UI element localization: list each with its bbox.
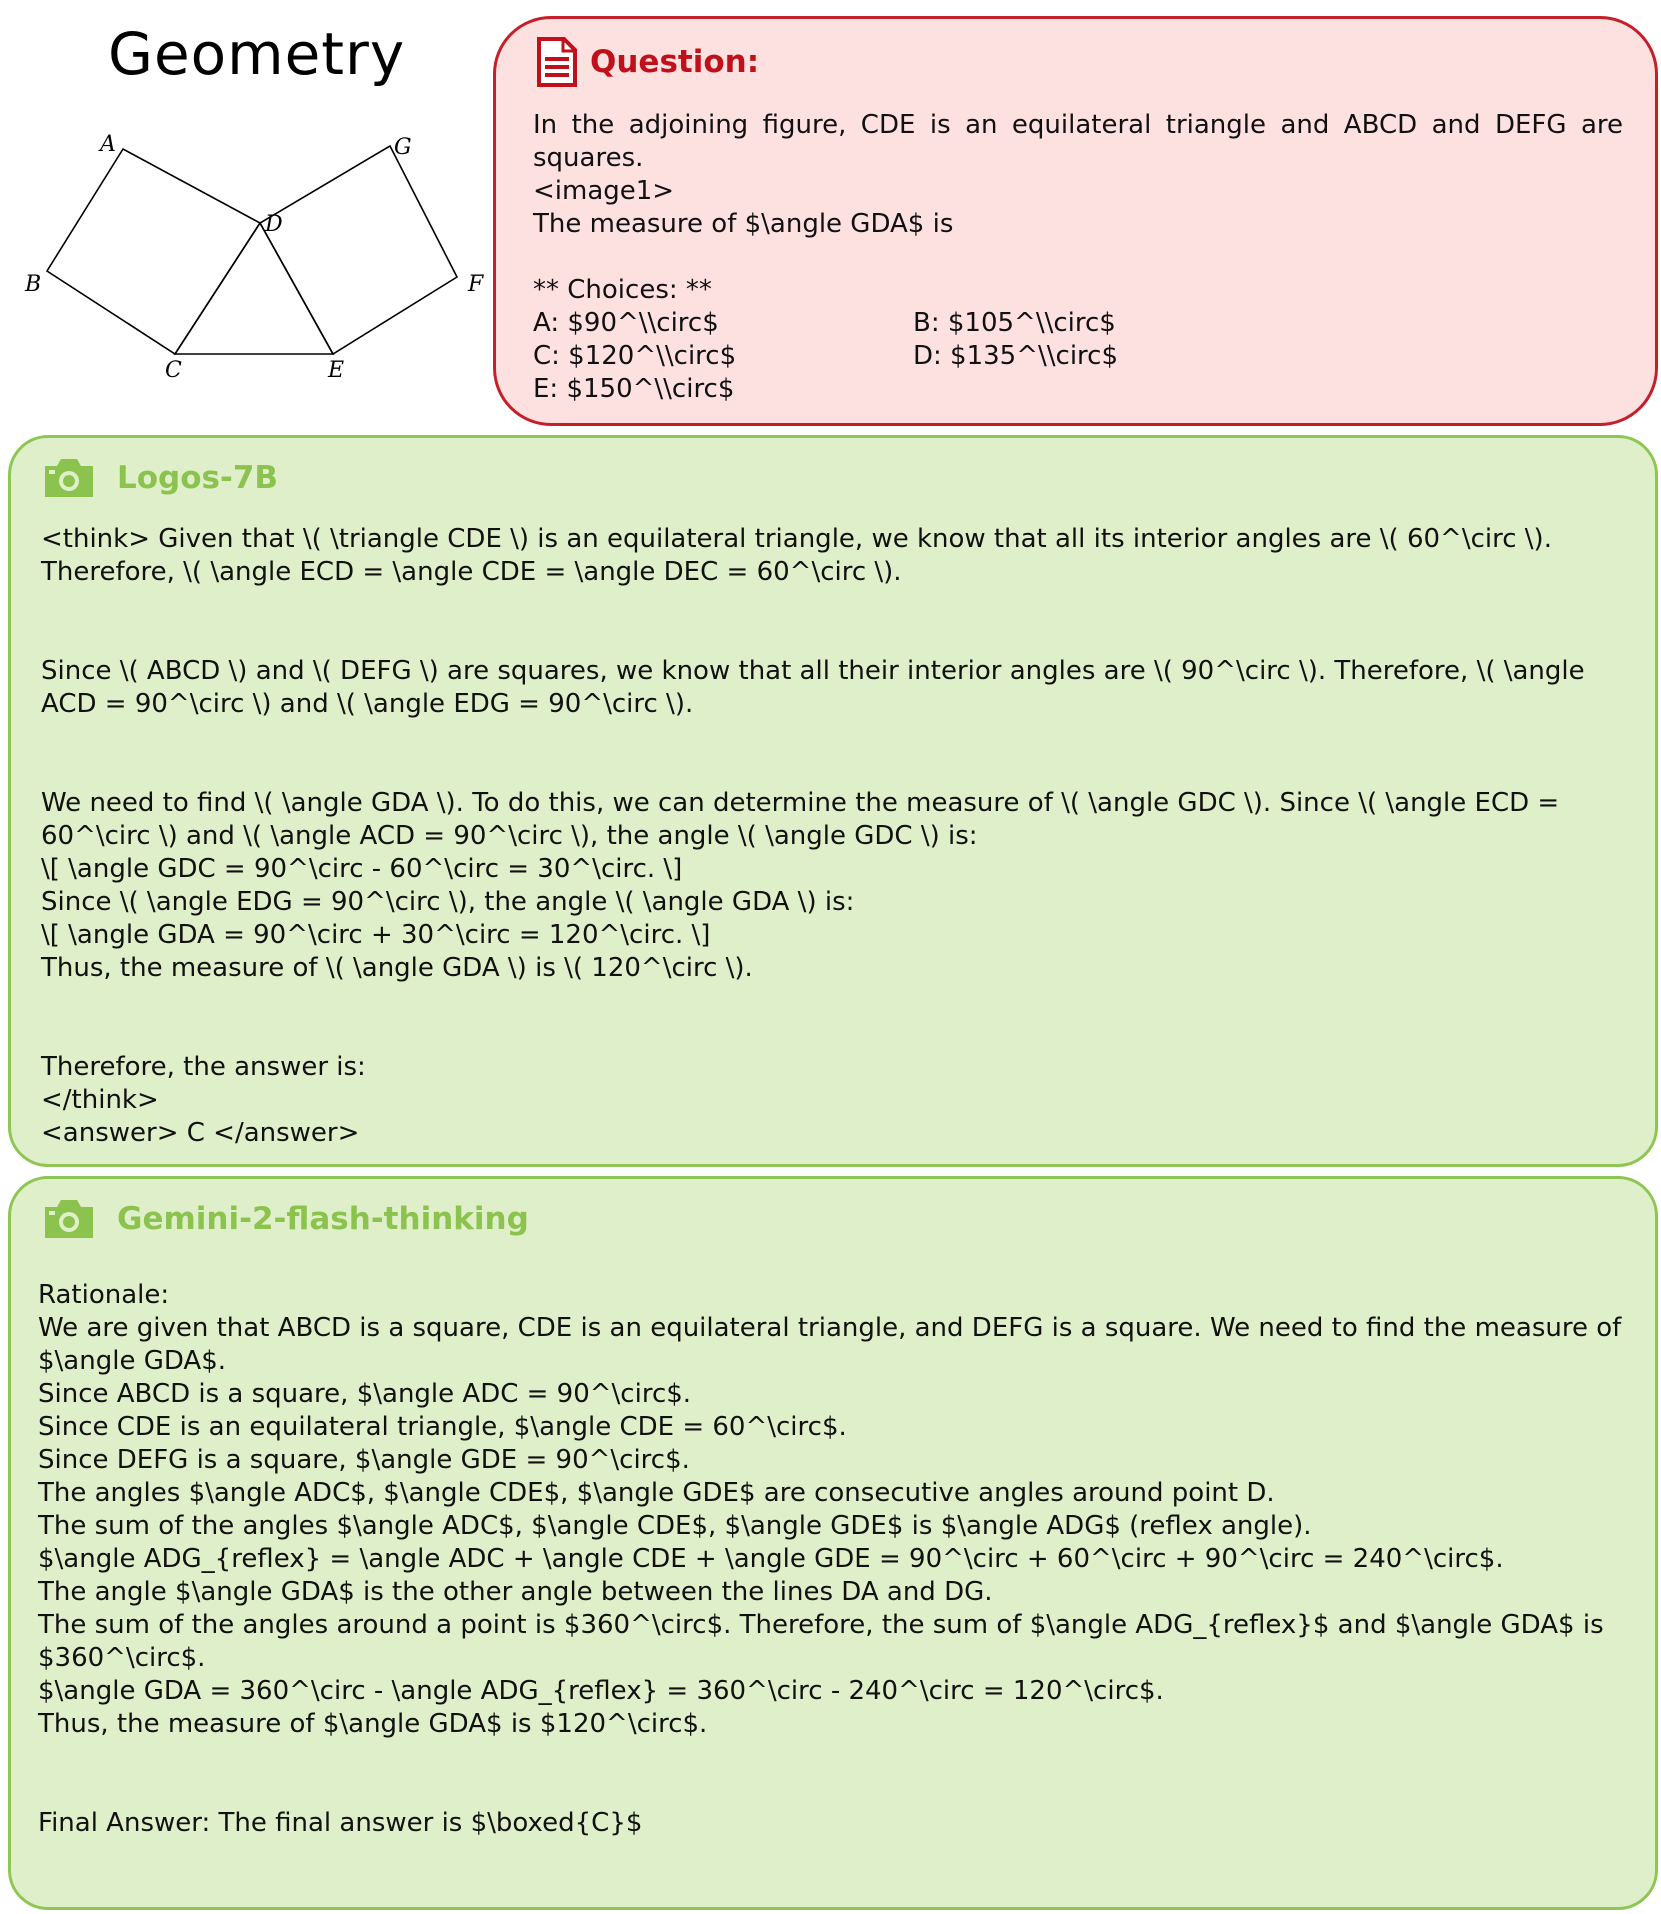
choice-c: C: $120^\\circ$ xyxy=(533,341,737,371)
gemini-label: Gemini-2-flash-thinking xyxy=(117,1201,529,1237)
choice-b: B: $105^\\circ$ xyxy=(913,308,1116,338)
logos-line: <think> Given that \( \triangle CDE \) is an equilateral triangle, we know that all its interior angles are \( 60^\circ \). xyxy=(41,524,1552,554)
gemini-line: Since CDE is an equilateral triangle, $\angle CDE = 60^\circ$. xyxy=(38,1412,847,1442)
logos-line: \[ \angle GDA = 90^\circ + 30^\circ = 120^\circ. \] xyxy=(41,920,711,950)
gemini-line: Since ABCD is a square, $\angle ADC = 90^\circ$. xyxy=(38,1379,692,1409)
question-prompt: The measure of $\angle GDA$ is xyxy=(533,209,954,239)
square-defg xyxy=(260,146,457,354)
gemini-line: $\angle ADG_{reflex} = \angle ADC + \angle CDE + \angle GDE = 90^\circ + 60^\circ + 90^\circ = 240^\circ$. xyxy=(38,1544,1504,1574)
label-b: B xyxy=(25,272,42,297)
choices-header: ** Choices: ** xyxy=(533,275,712,305)
gemini-line: The sum of the angles $\angle ADC$, $\angle CDE$, $\angle GDE$ is $\angle ADG$ (reflex angle). xyxy=(38,1511,1312,1541)
logos-response xyxy=(41,523,1641,1150)
gemini-line: The angle $\angle GDA$ is the other angle between the lines DA and DG. xyxy=(38,1577,993,1607)
logos-line: Since \( ABCD \) and \( DEFG \) are squares, we know that all their interior angles are \( 90^\circ \). Therefore, \( \angle ACD = 90^\circ \) and \( \angle EDG = 90^\circ \). xyxy=(41,656,1585,719)
triangle-cde xyxy=(175,223,333,354)
gemini-final-answer: Final Answer: The final answer is $\boxed{C}$ xyxy=(38,1808,643,1838)
choice-a: A: $90^\\circ$ xyxy=(533,308,719,338)
gemini-header xyxy=(41,1197,529,1241)
gemini-line: The sum of the angles around a point is $360^\circ$. Therefore, the sum of $\angle ADG_{reflex}$ and $\angle GDA$ is $360^\circ$. xyxy=(38,1610,1604,1673)
gemini-line: The angles $\angle ADC$, $\angle CDE$, $\angle GDE$ are consecutive angles around point D. xyxy=(38,1478,1275,1508)
logos-label: Logos-7B xyxy=(117,460,279,496)
logos-header xyxy=(41,456,278,500)
gemini-line: $\angle GDA = 360^\circ - \angle ADG_{reflex} = 360^\circ - 240^\circ = 120^\circ$. xyxy=(38,1676,1164,1706)
figure-lines xyxy=(47,146,457,354)
label-c: C xyxy=(165,358,182,383)
logos-line: Thus, the measure of \( \angle GDA \) is \( 120^\circ \). xyxy=(41,953,753,983)
gemini-line: We are given that ABCD is a square, CDE is an equilateral triangle, and DEFG is a square. We need to find the measure of $\angle GDA$. xyxy=(38,1313,1622,1376)
label-a: A xyxy=(100,132,116,157)
question-panel xyxy=(493,16,1658,426)
choices-list xyxy=(533,307,1623,406)
logos-line: Since \( \angle EDG = 90^\circ \), the angle \( \angle GDA \) is: xyxy=(41,887,855,917)
gemini-line: Thus, the measure of $\angle GDA$ is $120^\circ$. xyxy=(38,1709,708,1739)
document-icon xyxy=(536,37,578,87)
geometry-figure xyxy=(20,130,490,390)
label-d: D xyxy=(265,212,283,237)
logos-line: </think> xyxy=(41,1085,159,1115)
question-header xyxy=(536,37,759,87)
square-abcd xyxy=(47,149,260,354)
logos-line: \[ \angle GDC = 90^\circ - 60^\circ = 30^\circ. \] xyxy=(41,854,683,884)
label-e: E xyxy=(328,358,345,383)
logos-panel xyxy=(8,435,1658,1167)
gemini-response xyxy=(38,1279,1638,1840)
label-f: F xyxy=(468,272,484,297)
question-body xyxy=(533,109,1623,406)
question-label: Question: xyxy=(590,44,760,80)
choice-e: E: $150^\\circ$ xyxy=(533,374,735,404)
question-text: In the adjoining figure, CDE is an equilateral triangle and ABCD and DEFG are squares. xyxy=(533,110,1623,173)
gemini-line: Rationale: xyxy=(38,1280,170,1310)
logos-line: We need to find \( \angle GDA \). To do this, we can determine the measure of \( \angle GDC \). Since \( \angle ECD = 60^\circ \) and \( \angle ACD = 90^\circ \), the angle \( \angle GDC \) is: xyxy=(41,788,1560,851)
gemini-panel xyxy=(8,1176,1658,1910)
label-g: G xyxy=(394,135,412,160)
gemini-line: Since DEFG is a square, $\angle GDE = 90^\circ$. xyxy=(38,1445,690,1475)
choice-d: D: $135^\\circ$ xyxy=(913,341,1118,371)
logos-line: Therefore, \( \angle ECD = \angle CDE = \angle DEC = 60^\circ \). xyxy=(41,557,902,587)
logos-line: <answer> C </answer> xyxy=(41,1118,360,1148)
question-image-tag: <image1> xyxy=(533,176,675,206)
camera-icon xyxy=(41,1197,97,1241)
logos-line: Therefore, the answer is: xyxy=(41,1052,366,1082)
camera-icon xyxy=(41,456,97,500)
page-title: Geometry xyxy=(108,20,406,88)
